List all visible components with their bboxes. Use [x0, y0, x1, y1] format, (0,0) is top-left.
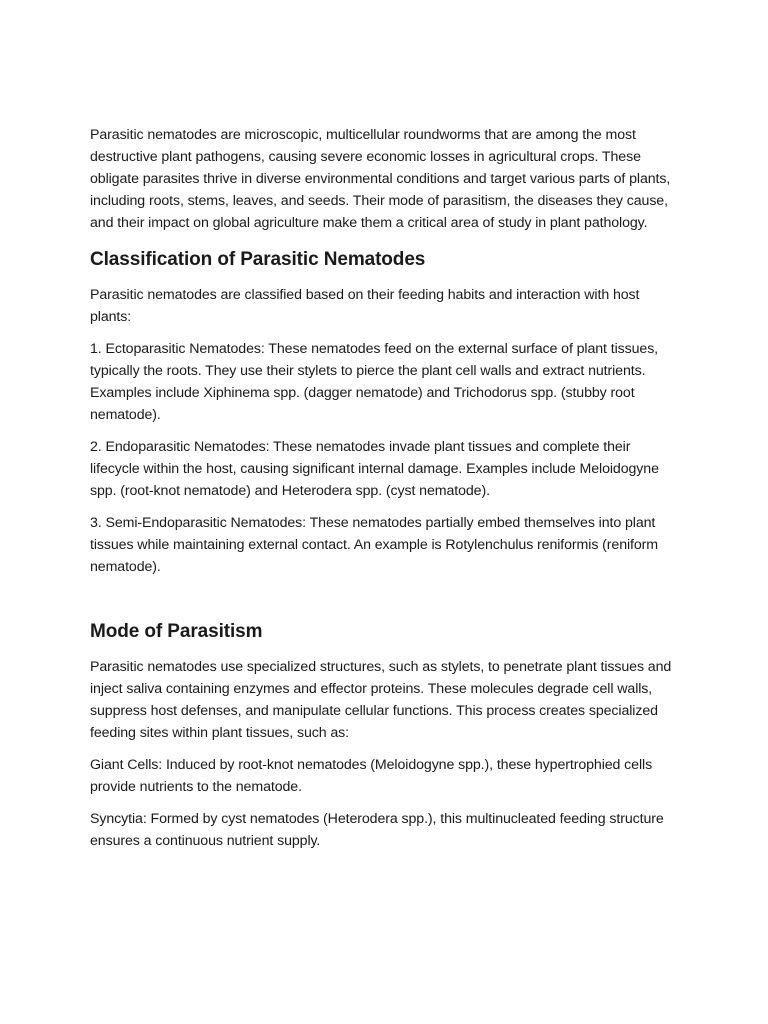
mode-heading: Mode of Parasitism [90, 621, 263, 642]
classification-heading: Classification of Parasitic Nematodes [90, 249, 426, 270]
classification-lead: Parasitic nematodes are classified based on their feeding habits and interaction with host plants: [90, 287, 640, 325]
classification-item-semi-endoparasitic: 3. Semi-Endoparasitic Nematodes: These nematodes partially embed themselves into plant tissues while maintaining external contact. An example is Rotylenchulus reniformis (reniform nematode). [90, 515, 659, 575]
document-page [90, 124, 682, 862]
classification-item-endoparasitic: 2. Endoparasitic Nematodes: These nematodes invade plant tissues and complete their lifecycle within the host, causing significant internal damage. Examples include Meloidogyne spp. (root-knot nematode) and Heterodera spp. (cyst nematode). [90, 439, 659, 499]
intro-paragraph: Parasitic nematodes are microscopic, multicellular roundworms that are among the most destructive plant pathogens, causing severe economic losses in agricultural crops. These obligate parasites thrive in diverse environmental conditions and target various parts of plants, including roots, stems, leaves, and seeds. Their mode of parasitism, the diseases they cause, and their impact on global agriculture make them a critical area of study in plant pathology. [90, 127, 671, 231]
classification-item-ectoparasitic: 1. Ectoparasitic Nematodes: These nematodes feed on the external surface of plant tissues, typically the roots. They use their stylets to pierce the plant cell walls and extract nutrients. Examples include Xiphinema spp. (dagger nematode) and Trichodorus spp. (stubby root nematode). [90, 341, 659, 423]
syncytia-paragraph: Syncytia: Formed by cyst nematodes (Heterodera spp.), this multinucleated feeding structure ensures a continuous nutrient supply. [90, 811, 664, 849]
giant-cells-paragraph: Giant Cells: Induced by root-knot nematodes (Meloidogyne spp.), these hypertrophied cells provide nutrients to the nematode. [90, 757, 653, 795]
mode-lead: Parasitic nematodes use specialized structures, such as stylets, to penetrate plant tissues and inject saliva containing enzymes and effector proteins. These molecules degrade cell walls, suppress host defenses, and manipulate cellular functions. This process creates specialized feeding sites within plant tissues, such as: [90, 659, 672, 741]
